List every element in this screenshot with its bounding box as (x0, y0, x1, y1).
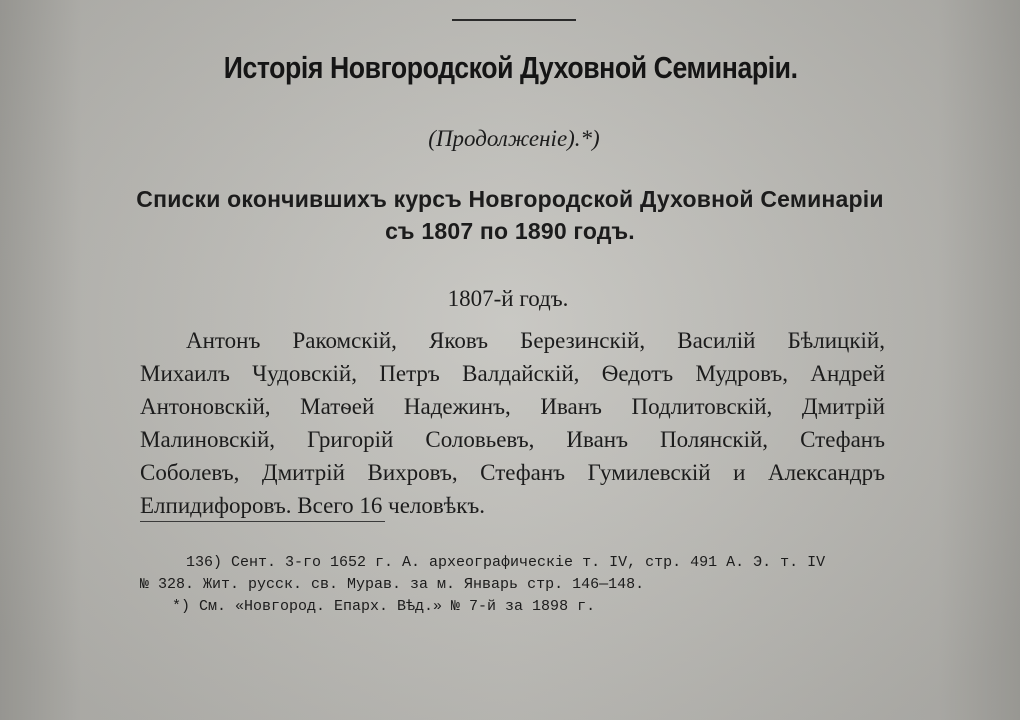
body-text-line: Антонъ Ракомскій, Яковъ Березинскій, Василій Бѣлицкій, (186, 328, 885, 353)
body-text-line: Соболевъ, Дмитрій Вихровъ, Стефанъ Гумилевскій и Александръ (140, 460, 885, 485)
footnote-separator (140, 521, 385, 522)
body-text-line: Михаилъ Чудовскій, Петръ Валдайскій, Ѳедотъ Мудровъ, Андрей (140, 361, 885, 386)
subtitle-line-1: Списки окончившихъ курсъ Новгородской Духовной Семинаріи (136, 186, 884, 212)
top-rule (452, 19, 576, 21)
page-title: Исторія Новгородской Духовной Семинаріи. (223, 50, 798, 85)
body-text-line: Малиновскій, Григорій Соловьевъ, Иванъ Полянскій, Стефанъ (140, 427, 885, 452)
subtitle-line-2: съ 1807 по 1890 годъ. (385, 218, 635, 244)
continued-note: (Продолженіе).*) (428, 126, 600, 151)
body-text-line: Елпидифоровъ. Всего 16 человѣкъ. (140, 493, 486, 518)
year-heading: 1807-й годъ. (447, 286, 569, 311)
footnote-line: *) См. «Новгород. Епарх. Вѣд.» № 7-й за 1898 г. (172, 598, 596, 615)
body-text-line: Антоновскій, Матѳей Надежинъ, Иванъ Подлитовскій, Дмитрій (140, 394, 885, 419)
footnote-line: № 328. Жит. русск. св. Мурав. за м. Январь стр. 146—148. (140, 576, 645, 593)
footnote-line: 136) Сент. 3-го 1652 г. А. археографическіе т. IV, стр. 491 А. Э. т. IV (186, 554, 826, 571)
